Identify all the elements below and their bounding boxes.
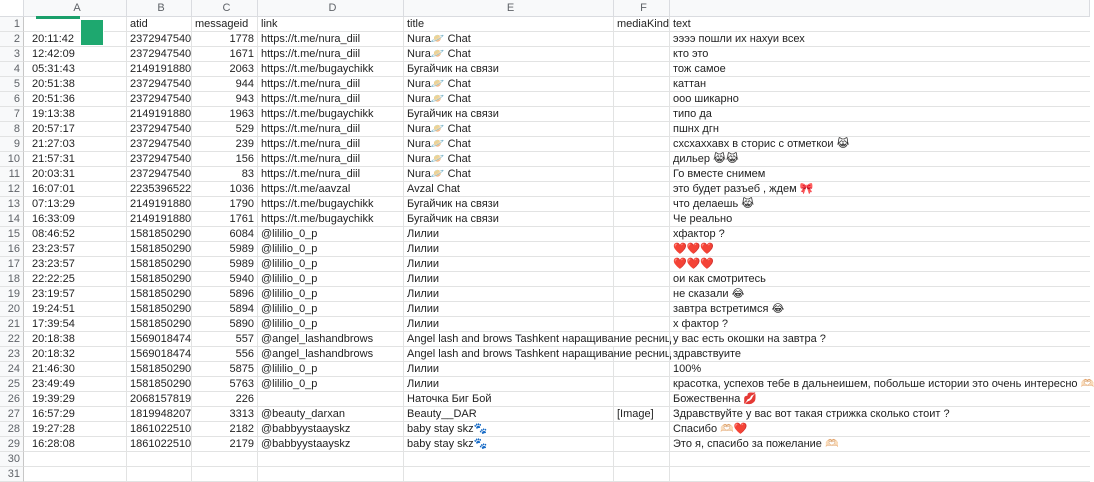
cell-e[interactable]: Лилии [404, 302, 614, 317]
cell-c[interactable]: 1036 [192, 182, 258, 197]
cell-d[interactable]: https://t.me/bugaychikk [258, 197, 404, 212]
cell-g[interactable]: 100% [670, 362, 1090, 377]
cell-f[interactable] [614, 137, 670, 152]
table-row [0, 422, 1066, 437]
cell-g[interactable]: ❤️❤️❤️ [670, 257, 1090, 272]
cell-d[interactable]: https://t.me/nura_diil [258, 92, 404, 107]
cell-e[interactable]: Nura🪐 Chat [404, 152, 614, 167]
cell-c[interactable] [192, 467, 258, 482]
cell-b[interactable]: 2149191880 [127, 62, 192, 77]
cell-f[interactable] [614, 317, 670, 332]
row-number[interactable]: 23 [0, 347, 24, 362]
column-header-d[interactable]: D [258, 0, 404, 17]
cell-a[interactable]: 23:23:57 [24, 257, 127, 272]
cell-g[interactable]: это будет разъеб , ждем 🎀 [670, 182, 1090, 197]
cell-e[interactable]: baby stay skz🐾 [404, 422, 614, 437]
cell-g[interactable]: здравствуите [670, 347, 1090, 362]
cell-e[interactable]: Nura🪐 Chat [404, 47, 614, 62]
table-row [0, 122, 1066, 137]
cell-b[interactable]: 1581850290 [127, 242, 192, 257]
table-row [0, 332, 1066, 347]
cell-b[interactable]: 2149191880 [127, 197, 192, 212]
table-row [0, 302, 1066, 317]
cell-e[interactable]: Лилии [404, 242, 614, 257]
cell-c[interactable] [192, 452, 258, 467]
cell-e[interactable]: Бугайчик на связи [404, 107, 614, 122]
cell-d[interactable]: https://t.me/nura_diil [258, 32, 404, 47]
cell-f[interactable] [614, 287, 670, 302]
cell-f[interactable]: [Image] [614, 407, 670, 422]
cell-f[interactable] [614, 302, 670, 317]
table-row [0, 197, 1066, 212]
cell-d[interactable]: @lililio_0_p [258, 317, 404, 332]
cell-g[interactable]: ээээ пошли их нахуи всех [670, 32, 1090, 47]
cell-d[interactable]: https://t.me/nura_diil [258, 122, 404, 137]
cell-e[interactable]: Avzal Chat [404, 182, 614, 197]
cell-g[interactable]: завтра встретимся 😂 [670, 302, 1090, 317]
cell-c[interactable]: 5894 [192, 302, 258, 317]
cell-d[interactable]: @lililio_0_p [258, 257, 404, 272]
cell-e[interactable]: Beauty__DAR [404, 407, 614, 422]
cell-c[interactable]: 5896 [192, 287, 258, 302]
cell-g[interactable]: красотка, успехов тебе в дальнеишем, побольше истории это очень интересно 🫶🏻 [670, 377, 1090, 392]
table-row [0, 167, 1066, 182]
cell-f[interactable] [614, 152, 670, 167]
table-row [0, 377, 1094, 392]
column-header-g[interactable] [670, 0, 1090, 17]
table-row [0, 272, 1066, 287]
cell-b[interactable]: 1581850290 [127, 302, 192, 317]
cell-b[interactable]: atid [127, 17, 192, 32]
table-row [0, 287, 1066, 302]
cell-d[interactable] [258, 467, 404, 482]
row-number[interactable]: 29 [0, 437, 24, 452]
table-row [0, 62, 1066, 77]
cell-c[interactable]: 5989 [192, 242, 258, 257]
cell-a[interactable]: 05:31:43 [24, 62, 127, 77]
cell-a[interactable]: 23:23:57 [24, 242, 127, 257]
cell-b[interactable]: 1581850290 [127, 227, 192, 242]
cell-d[interactable] [258, 452, 404, 467]
cell-c[interactable]: 1790 [192, 197, 258, 212]
cell-b[interactable]: 1581850290 [127, 287, 192, 302]
cell-b[interactable]: 1581850290 [127, 272, 192, 287]
cell-f[interactable]: mediaKind [614, 17, 670, 32]
cell-e[interactable]: Nura🪐 Chat [404, 32, 614, 47]
cell-d[interactable]: @angel_lashandbrows [258, 332, 404, 347]
cell-g[interactable]: ооо шикарно [670, 92, 1090, 107]
table-row [0, 152, 1066, 167]
cell-e[interactable]: Лилии [404, 272, 614, 287]
cell-c[interactable]: messageid [192, 17, 258, 32]
table-row [0, 212, 1066, 227]
row-number[interactable]: 30 [0, 452, 24, 467]
cell-f[interactable] [614, 242, 670, 257]
cell-f[interactable] [614, 392, 670, 407]
table-row [0, 257, 1066, 272]
cell-d[interactable]: https://t.me/aavzal [258, 182, 404, 197]
cell-c[interactable]: 5890 [192, 317, 258, 332]
cell-f[interactable] [614, 92, 670, 107]
cell-a[interactable]: 23:49:49 [24, 377, 127, 392]
row-number[interactable]: 26 [0, 392, 24, 407]
cell-a[interactable]: 20:57:17 [24, 122, 127, 137]
table-row [0, 137, 1066, 152]
cell-d[interactable]: https://t.me/nura_diil [258, 47, 404, 62]
cell-a[interactable]: 20:18:38 [24, 332, 127, 347]
cell-b[interactable]: 1819948207 [127, 407, 192, 422]
cell-c[interactable]: 1778 [192, 32, 258, 47]
row-number[interactable]: 15 [0, 227, 24, 242]
row-number[interactable]: 5 [0, 77, 24, 92]
cell-c[interactable]: 5989 [192, 257, 258, 272]
cell-g[interactable]: text [670, 17, 1090, 32]
cell-e[interactable]: Бугайчик на связи [404, 197, 614, 212]
cell-a[interactable]: 20:51:36 [24, 92, 127, 107]
cell-f[interactable] [614, 437, 670, 452]
cell-d[interactable]: @babbyystaayskz [258, 422, 404, 437]
cell-g[interactable]: схсхаххавх в сторис с отметкои 😹 [670, 137, 1090, 152]
cell-d[interactable]: @babbyystaayskz [258, 437, 404, 452]
cell-c[interactable]: 2182 [192, 422, 258, 437]
cell-g[interactable]: Че реально [670, 212, 1090, 227]
cell-b[interactable]: 1581850290 [127, 362, 192, 377]
cell-b[interactable]: 2372947540 [127, 77, 192, 92]
cell-e[interactable]: Nura🪐 Chat [404, 92, 614, 107]
row-number[interactable]: 7 [0, 107, 24, 122]
cell-g[interactable]: Го вместе снимем [670, 167, 1090, 182]
table-row [0, 92, 1066, 107]
row-number[interactable]: 17 [0, 257, 24, 272]
cell-f[interactable] [614, 227, 670, 242]
cell-a[interactable]: 16:33:09 [24, 212, 127, 227]
cell-e[interactable] [404, 452, 614, 467]
cell-f[interactable] [614, 122, 670, 137]
cell-e[interactable]: title [404, 17, 614, 32]
table-row [0, 437, 1066, 452]
cell-b[interactable] [127, 467, 192, 482]
row-number[interactable]: 19 [0, 287, 24, 302]
cell-a[interactable]: 07:13:29 [24, 197, 127, 212]
cell-f[interactable] [614, 77, 670, 92]
cell-a[interactable] [24, 467, 127, 482]
cell-b[interactable]: 1581850290 [127, 377, 192, 392]
table-row [0, 77, 1066, 92]
cell-g[interactable]: Здравствуйте у вас вот такая стрижка сколько стоит ? [670, 407, 1090, 422]
cell-f[interactable] [614, 377, 670, 392]
cell-a[interactable]: 19:24:51 [24, 302, 127, 317]
row-number[interactable]: 20 [0, 302, 24, 317]
cell-e[interactable]: Лилии [404, 287, 614, 302]
cell-a[interactable]: 22:22:25 [24, 272, 127, 287]
cell-f[interactable] [614, 422, 670, 437]
cell-c[interactable]: 1671 [192, 47, 258, 62]
row-number[interactable]: 6 [0, 92, 24, 107]
cell-d[interactable]: https://t.me/nura_diil [258, 152, 404, 167]
cell-d[interactable]: link [258, 17, 404, 32]
cell-f[interactable] [614, 182, 670, 197]
row-number[interactable]: 9 [0, 137, 24, 152]
cell-d[interactable]: @lililio_0_p [258, 242, 404, 257]
table-row [0, 47, 1066, 62]
cell-d[interactable]: @lililio_0_p [258, 272, 404, 287]
row-number[interactable]: 28 [0, 422, 24, 437]
row-number[interactable]: 21 [0, 317, 24, 332]
table-row [0, 182, 1066, 197]
cell-f[interactable] [614, 332, 670, 347]
cell-b[interactable]: 2235396522 [127, 182, 192, 197]
cell-d[interactable]: https://t.me/nura_diil [258, 77, 404, 92]
cell-a[interactable]: 20:11:42 [24, 32, 127, 47]
cell-a[interactable]: 08:46:52 [24, 227, 127, 242]
cell-g[interactable]: каттан [670, 77, 1090, 92]
cell-g[interactable]: что делаешь 😹 [670, 197, 1090, 212]
cell-b[interactable]: 1581850290 [127, 317, 192, 332]
cell-f[interactable] [614, 212, 670, 227]
cell-f[interactable] [614, 257, 670, 272]
cell-a[interactable]: 23:19:57 [24, 287, 127, 302]
row-number[interactable]: 18 [0, 272, 24, 287]
cell-a[interactable] [24, 452, 127, 467]
column-header-b[interactable]: B [127, 0, 192, 17]
cell-g[interactable]: не сказали 😂 [670, 287, 1090, 302]
cell-d[interactable]: https://t.me/nura_diil [258, 137, 404, 152]
table-row [0, 392, 1066, 407]
cell-b[interactable]: 2372947540 [127, 152, 192, 167]
cell-d[interactable]: https://t.me/bugaychikk [258, 212, 404, 227]
column-header-a[interactable]: A [24, 0, 127, 17]
cell-d[interactable]: @lililio_0_p [258, 362, 404, 377]
table-row [0, 407, 1066, 422]
row-number[interactable]: 31 [0, 467, 24, 482]
row-number[interactable]: 16 [0, 242, 24, 257]
cell-d[interactable]: @beauty_darxan [258, 407, 404, 422]
row-number[interactable]: 11 [0, 167, 24, 182]
cell-d[interactable]: @lililio_0_p [258, 227, 404, 242]
row-number[interactable]: 1 [0, 17, 24, 32]
cell-c[interactable]: 5940 [192, 272, 258, 287]
cell-g[interactable]: пшнх дгн [670, 122, 1090, 137]
cell-a[interactable]: 17:39:54 [24, 317, 127, 332]
table-row [0, 467, 1066, 482]
cell-a[interactable]: 21:27:03 [24, 137, 127, 152]
cell-f[interactable] [614, 197, 670, 212]
cell-b[interactable]: 2372947540 [127, 122, 192, 137]
table-row [0, 17, 1066, 32]
cell-d[interactable]: @lililio_0_p [258, 377, 404, 392]
cell-b[interactable] [127, 452, 192, 467]
cell-a[interactable]: 21:46:30 [24, 362, 127, 377]
cell-d[interactable]: @lililio_0_p [258, 287, 404, 302]
cell-c[interactable]: 5763 [192, 377, 258, 392]
select-all-corner[interactable] [0, 0, 24, 17]
cell-e[interactable]: Nura🪐 Chat [404, 122, 614, 137]
cell-e[interactable]: Наточка Биг Бой [404, 392, 614, 407]
cell-e[interactable]: Бугайчик на связи [404, 62, 614, 77]
cell-e[interactable]: baby stay skz🐾 [404, 437, 614, 452]
cell-a[interactable]: 21:57:31 [24, 152, 127, 167]
cell-a[interactable]: 16:07:01 [24, 182, 127, 197]
cell-b[interactable]: 2149191880 [127, 107, 192, 122]
cell-e[interactable]: Бугайчик на связи [404, 212, 614, 227]
cell-b[interactable]: 1861022510 [127, 437, 192, 452]
cell-g[interactable]: тож самое [670, 62, 1090, 77]
cell-f[interactable] [614, 467, 670, 482]
cell-a[interactable]: 16:28:08 [24, 437, 127, 452]
cell-b[interactable]: 1569018474 [127, 347, 192, 362]
table-row [0, 227, 1066, 242]
cell-c[interactable]: 226 [192, 392, 258, 407]
row-number[interactable]: 12 [0, 182, 24, 197]
cell-e[interactable]: Лилии [404, 377, 614, 392]
cell-b[interactable]: 2149191880 [127, 212, 192, 227]
cell-e[interactable] [404, 467, 614, 482]
table-row [0, 242, 1066, 257]
cell-c[interactable]: 6084 [192, 227, 258, 242]
cell-b[interactable]: 1569018474 [127, 332, 192, 347]
cell-g[interactable]: Спасибо 🫶🏻❤️ [670, 422, 1090, 437]
cell-c[interactable]: 556 [192, 347, 258, 362]
row-number[interactable]: 14 [0, 212, 24, 227]
cell-f[interactable] [614, 107, 670, 122]
cell-c[interactable]: 557 [192, 332, 258, 347]
cell-d[interactable]: @angel_lashandbrows [258, 347, 404, 362]
cell-f[interactable] [614, 32, 670, 47]
table-row [0, 347, 1066, 362]
selection-indicator [36, 16, 80, 19]
row-number[interactable]: 4 [0, 62, 24, 77]
cell-a[interactable]: 20:18:32 [24, 347, 127, 362]
cell-c[interactable]: 1963 [192, 107, 258, 122]
cell-e[interactable]: Лилии [404, 317, 614, 332]
cell-f[interactable] [614, 47, 670, 62]
cell-g[interactable] [670, 467, 1090, 482]
cell-g[interactable]: ❤️❤️❤️ [670, 242, 1090, 257]
table-row [0, 107, 1066, 122]
row-number[interactable]: 3 [0, 47, 24, 62]
cell-c[interactable]: 239 [192, 137, 258, 152]
cell-a[interactable]: 19:27:28 [24, 422, 127, 437]
cell-g[interactable]: типо да [670, 107, 1090, 122]
cell-c[interactable]: 2179 [192, 437, 258, 452]
cell-c[interactable]: 943 [192, 92, 258, 107]
column-header-f[interactable]: F [614, 0, 670, 17]
row-number[interactable]: 22 [0, 332, 24, 347]
cell-c[interactable]: 5875 [192, 362, 258, 377]
cell-c[interactable]: 156 [192, 152, 258, 167]
cell-a[interactable]: 16:57:29 [24, 407, 127, 422]
cell-e[interactable]: Nura🪐 Chat [404, 77, 614, 92]
cell-c[interactable]: 529 [192, 122, 258, 137]
cell-g[interactable]: у вас есть окошки на завтра ? [670, 332, 1090, 347]
column-header-e[interactable]: E [404, 0, 614, 17]
cell-b[interactable]: 2372947540 [127, 92, 192, 107]
selection-fill-handle[interactable] [80, 19, 104, 46]
cell-e[interactable]: Лилии [404, 362, 614, 377]
cell-b[interactable]: 2372947540 [127, 47, 192, 62]
cell-f[interactable] [614, 347, 670, 362]
cell-f[interactable] [614, 362, 670, 377]
cell-d[interactable] [258, 392, 404, 407]
cell-g[interactable]: ои как смотритесь [670, 272, 1090, 287]
row-number[interactable]: 2 [0, 32, 24, 47]
column-header-c[interactable]: C [192, 0, 258, 17]
row-number[interactable]: 8 [0, 122, 24, 137]
cell-g[interactable]: кто это [670, 47, 1090, 62]
row-number[interactable]: 24 [0, 362, 24, 377]
cell-f[interactable] [614, 452, 670, 467]
row-number[interactable]: 25 [0, 377, 24, 392]
cell-b[interactable]: 2372947540 [127, 167, 192, 182]
cell-a[interactable]: 20:51:38 [24, 77, 127, 92]
cell-g[interactable]: Божественна 💋 [670, 392, 1090, 407]
cell-f[interactable] [614, 272, 670, 287]
cell-e[interactable]: Nura🪐 Chat [404, 167, 614, 182]
cell-c[interactable]: 2063 [192, 62, 258, 77]
cell-b[interactable]: 1861022510 [127, 422, 192, 437]
cell-g[interactable]: хфактор ? [670, 227, 1090, 242]
cell-g[interactable]: Это я, спасибо за пожелание 🫶🏻 [670, 437, 1090, 452]
row-number[interactable]: 27 [0, 407, 24, 422]
table-row [0, 317, 1066, 332]
cell-c[interactable]: 3313 [192, 407, 258, 422]
cell-c[interactable]: 83 [192, 167, 258, 182]
cell-b[interactable]: 2068157819 [127, 392, 192, 407]
cell-a[interactable]: 20:03:31 [24, 167, 127, 182]
cell-g[interactable] [670, 452, 1090, 467]
row-number[interactable]: 13 [0, 197, 24, 212]
cell-a[interactable] [24, 17, 127, 32]
cell-e[interactable]: Angel lash and brows Tashkent наращивание ресниц [404, 347, 614, 362]
cell-f[interactable] [614, 167, 670, 182]
cell-b[interactable]: 1581850290 [127, 257, 192, 272]
cell-a[interactable]: 12:42:09 [24, 47, 127, 62]
cell-a[interactable]: 19:13:38 [24, 107, 127, 122]
table-row [0, 452, 1066, 467]
cell-e[interactable]: Лилии [404, 257, 614, 272]
cell-c[interactable]: 944 [192, 77, 258, 92]
cell-c[interactable]: 1761 [192, 212, 258, 227]
cell-g[interactable]: х фактор ? [670, 317, 1090, 332]
cell-e[interactable]: Лилии [404, 227, 614, 242]
cell-d[interactable]: https://t.me/bugaychikk [258, 107, 404, 122]
cell-b[interactable]: 2372947540 [127, 137, 192, 152]
cell-d[interactable]: @lililio_0_p [258, 302, 404, 317]
cell-d[interactable]: https://t.me/nura_diil [258, 167, 404, 182]
cell-e[interactable]: Nura🪐 Chat [404, 137, 614, 152]
cell-b[interactable]: 2372947540 [127, 32, 192, 47]
cell-d[interactable]: https://t.me/bugaychikk [258, 62, 404, 77]
cell-f[interactable] [614, 62, 670, 77]
table-row [0, 32, 1066, 47]
cell-e[interactable]: Angel lash and brows Tashkent наращивание ресниц [404, 332, 614, 347]
row-number[interactable]: 10 [0, 152, 24, 167]
cell-a[interactable]: 19:39:29 [24, 392, 127, 407]
cell-g[interactable]: дильер 😹😹 [670, 152, 1090, 167]
table-row [0, 362, 1066, 377]
